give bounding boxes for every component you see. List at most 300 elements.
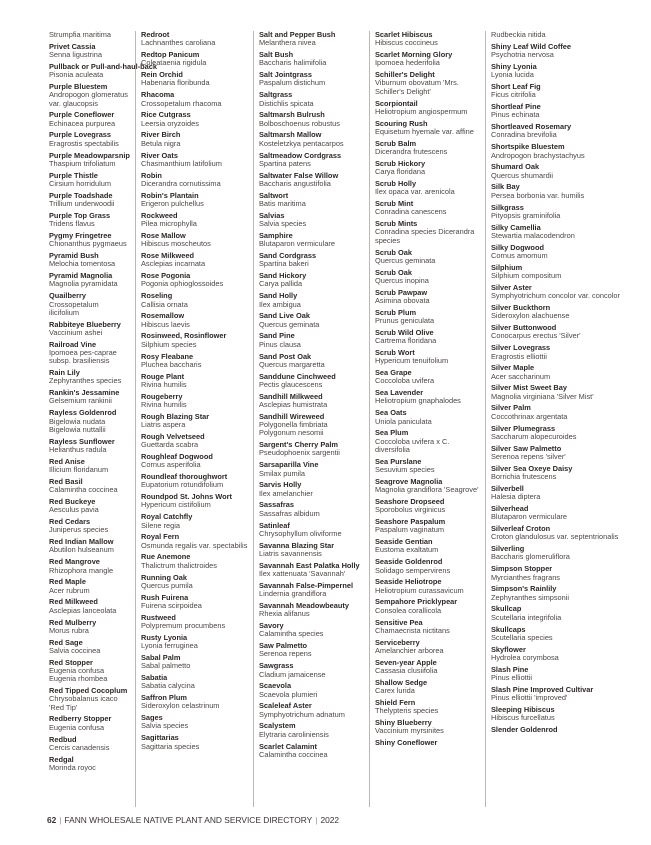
common-name: Rougeberry	[141, 391, 183, 401]
common-name: Silver Maple	[491, 363, 535, 373]
common-name: Robin's Plantain	[141, 190, 199, 200]
common-name: Redgal	[49, 754, 74, 764]
plant-entry	[491, 726, 623, 734]
plant-entry	[49, 292, 130, 317]
plant-entry	[49, 498, 130, 515]
common-name: Saltwort	[259, 190, 289, 200]
scientific-name: Quercus shumardii	[491, 170, 554, 180]
common-name: Seagrove Magnolia	[375, 476, 443, 486]
scientific-name: Aesculus pavia	[49, 505, 99, 515]
scientific-name: Magnolia grandiflora 'Seagrove'	[375, 485, 479, 495]
scientific-name: Andropogon brachystachyus	[491, 150, 585, 160]
common-name: Sabatia	[141, 673, 168, 682]
scientific-name: Pluchea baccharis	[141, 359, 202, 369]
scientific-name: Betula nigra	[141, 138, 181, 148]
plant-entry	[141, 353, 248, 370]
common-name: Shortleaved Rosemary	[491, 122, 572, 132]
scientific-name: Calamintha coccinea	[49, 485, 118, 495]
scientific-name: Dicerandra frutescens	[375, 147, 448, 157]
scientific-name: Silphium compositum	[491, 271, 562, 281]
common-name: Robin	[141, 170, 162, 180]
common-name: Scouring Rush	[375, 118, 428, 128]
plant-entry	[375, 719, 480, 736]
common-name: Silver Buttonwood	[491, 323, 557, 333]
common-name: Rush Fuirena	[141, 592, 189, 602]
scientific-name: Myrcianthes fragrans	[491, 572, 561, 582]
plant-entry	[259, 232, 364, 249]
scientific-name: Paspalum distichum	[259, 78, 326, 88]
plant-entry	[375, 249, 480, 266]
common-name: Roughleaf Dogwood	[141, 451, 213, 461]
plant-entry	[49, 438, 130, 455]
scientific-name: Spartina patens	[259, 158, 311, 168]
scientific-name: Asclepias humistrata	[259, 399, 328, 409]
plant-entry	[49, 172, 130, 189]
scientific-name: Smilax pumila	[259, 468, 306, 478]
plant-entry	[141, 574, 248, 591]
plant-entry	[375, 51, 480, 68]
scientific-name: Serenoa repens 'silver'	[491, 451, 566, 461]
plant-entry	[141, 232, 248, 249]
plant-entry	[491, 485, 623, 502]
plant-entry	[491, 445, 623, 462]
plant-entry	[375, 619, 480, 636]
common-name: Roundpod St. Johns Wort	[141, 492, 233, 502]
common-name: Schiller's Delight	[375, 70, 435, 80]
common-name: Pullback or Pull-and-haul-back	[49, 61, 158, 71]
scientific-name: Illicium floridanum	[49, 465, 109, 475]
common-name: Scaevola	[259, 681, 292, 691]
common-name: Red Mulberry	[49, 617, 97, 627]
plant-entry	[49, 409, 130, 434]
plant-entry	[49, 43, 130, 60]
plant-entry	[49, 389, 130, 406]
plant-entry	[141, 453, 248, 470]
plant-entry	[141, 674, 248, 691]
common-name: Salt Jointgrass	[259, 70, 312, 80]
plant-entry	[375, 498, 480, 515]
plant-entry	[141, 634, 248, 651]
scientific-name: Ilex amelanchier	[259, 488, 313, 498]
common-name: Saltmarsh Bulrush	[259, 110, 325, 120]
plant-entry	[141, 71, 248, 88]
common-name: Pygmy Fringetree	[49, 230, 112, 240]
common-name: Redtop Panicum	[141, 50, 200, 60]
common-name: Sanddune Cinchweed	[259, 371, 336, 381]
plant-entry	[259, 172, 364, 189]
scientific-name: Carex lurida	[375, 686, 415, 696]
plant-entry	[491, 43, 623, 60]
plant-entry	[491, 103, 623, 120]
scientific-name: Carya floridana	[375, 167, 426, 177]
plant-entry	[259, 292, 364, 309]
plant-entry	[49, 756, 130, 773]
scientific-name: Croton glandulosus var. septentrionalis	[491, 532, 619, 542]
common-name: Rhacoma	[141, 90, 175, 100]
scientific-name: Chionanthus pygmaeus	[49, 239, 127, 249]
common-name: Redroot	[141, 30, 170, 39]
plant-entry	[491, 525, 623, 542]
plant-entry	[259, 461, 364, 478]
common-name: Sarvis Holly	[259, 480, 302, 490]
plant-entry	[491, 324, 623, 341]
plant-entry	[259, 662, 364, 679]
plant-entry	[375, 429, 480, 454]
scientific-name: Chasmanthium latifolium	[141, 158, 222, 168]
plant-entry	[375, 369, 480, 386]
plant-entry	[141, 91, 248, 108]
common-name: Scrub Holly	[375, 178, 417, 188]
common-name: Skullcaps	[491, 624, 526, 634]
plant-entry	[491, 31, 623, 39]
plant-entry	[141, 373, 248, 390]
plant-entry	[491, 183, 623, 200]
scientific-name: Juniperus species	[49, 525, 109, 535]
common-name: Salvias	[259, 210, 285, 220]
common-name: Quailberry	[49, 291, 86, 301]
plant-entry	[491, 545, 623, 562]
scientific-name: Blutaparon vermiculare	[259, 239, 335, 249]
scientific-name: Sporobolus virginicus	[375, 505, 446, 515]
scientific-name: Thaspium trifoliatum	[49, 158, 116, 168]
plant-entry	[491, 204, 623, 221]
scientific-name: Coccoloba uvifera x C. diversifolia	[375, 436, 450, 454]
scientific-name: Rivina humilis	[141, 379, 187, 389]
plant-entry	[49, 152, 130, 169]
scientific-name: Trillium underwoodii	[49, 199, 115, 209]
plant-entry	[259, 31, 364, 48]
common-name: River Oats	[141, 150, 178, 160]
plant-entry	[259, 131, 364, 148]
plant-entry	[259, 562, 364, 579]
common-name: Rough Velvetseed	[141, 431, 205, 441]
scientific-name: Salvia coccinea	[49, 645, 101, 655]
common-name: Red Buckeye	[49, 496, 96, 506]
common-name: Red Anise	[49, 456, 85, 466]
scientific-name: Ipomoea pes-caprae subsp. brasiliensis	[49, 348, 117, 366]
column-5	[485, 31, 628, 807]
page-footer	[47, 815, 339, 825]
scientific-name: Ilex opaca var. arenicola	[375, 187, 455, 197]
scientific-name: Persea borbonia var. humilis	[491, 190, 585, 200]
common-name: Rouge Plant	[141, 371, 185, 381]
common-name: Scrub Oak	[375, 267, 412, 277]
scientific-name: Hibiscus furcellatus	[491, 713, 555, 723]
scientific-name: Lachnanthes caroliana	[141, 38, 216, 48]
common-name: Seaside Heliotrope	[375, 577, 442, 587]
plant-entry	[49, 369, 130, 386]
scientific-name: Salvia species	[259, 219, 307, 229]
plant-entry	[259, 743, 364, 760]
plant-entry	[375, 309, 480, 326]
plant-entry	[259, 51, 364, 68]
common-name: Silver Plumegrass	[491, 423, 556, 433]
scientific-name: Echinacea purpurea	[49, 118, 116, 128]
scientific-name: Helianthus radula	[49, 444, 107, 454]
common-name: Scalystem	[259, 721, 296, 731]
scientific-name: Pinus elliottii	[491, 673, 533, 682]
common-name: Seaside Goldenrod	[375, 557, 443, 567]
plant-entry	[375, 269, 480, 286]
common-name: Red Basil	[49, 476, 83, 486]
scientific-name: Eupatorium rotundifolium	[141, 480, 224, 490]
scientific-name: Melanthera nivea	[259, 38, 316, 48]
plant-entry	[259, 272, 364, 289]
scientific-name: Pisonia aculeata	[49, 70, 104, 80]
common-name: Satinleaf	[259, 520, 290, 530]
plant-entry	[259, 522, 364, 539]
scientific-name: Crossopetalum ilicifolium	[49, 299, 99, 317]
scientific-name: Borrichia frutescens	[491, 472, 557, 482]
scientific-name: Cladium jamaicense	[259, 669, 326, 679]
plant-entry	[491, 123, 623, 140]
common-name: Silphium	[491, 262, 523, 272]
scientific-name: Pinus elliottii 'improved'	[491, 693, 568, 703]
publication-year: 2022	[320, 815, 340, 825]
scientific-name: Asimina obovata	[375, 296, 430, 306]
scientific-name: Prunus geniculata	[375, 316, 435, 326]
scientific-name: Sabal palmetto	[141, 661, 191, 671]
scientific-name: Bigelowia nudata Bigelowia nuttallii	[49, 416, 106, 434]
common-name: Sensitive Pea	[375, 617, 423, 627]
plant-entry	[259, 501, 364, 518]
common-name: Sand Post Oak	[259, 351, 312, 361]
plant-entry	[141, 413, 248, 430]
plant-entry	[141, 513, 248, 530]
common-name: Rosy Fleabane	[141, 351, 194, 361]
scientific-name: Quercus margaretta	[259, 359, 325, 369]
plant-entry	[259, 441, 364, 458]
scientific-name: Abutilon hulseanum	[49, 545, 114, 555]
common-name: Shortleaf Pine	[491, 102, 541, 112]
common-name: Salt and Pepper Bush	[259, 30, 336, 39]
plant-entry	[141, 654, 248, 671]
common-name: Slash Pine Improved Cultivar	[491, 684, 594, 694]
plant-entry	[375, 200, 480, 217]
scientific-name: Serenoa repens	[259, 649, 312, 659]
scientific-name: Pilea microphylla	[141, 219, 197, 229]
plant-entry	[49, 232, 130, 249]
plant-entry	[491, 244, 623, 261]
scientific-name: Andropogon glomeratus var. glaucopsis	[49, 90, 128, 108]
scientific-name: Chrysobalanus icaco 'Red Tip'	[49, 694, 118, 712]
plant-entry	[141, 212, 248, 229]
scientific-name: Zephyranthes simpsonii	[491, 592, 570, 602]
plant-entry	[259, 682, 364, 699]
common-name: Railroad Vine	[49, 339, 97, 349]
common-name: Slender Goldenrod	[491, 724, 558, 734]
common-name: Sand Hickory	[259, 271, 307, 281]
scientific-name: Rhexia alifanus	[259, 609, 310, 619]
common-name: Rice Cutgrass	[141, 110, 191, 120]
plant-entry	[49, 715, 130, 732]
common-name: Silky Dogwood	[491, 242, 544, 252]
plant-entry	[141, 252, 248, 269]
common-name: Savannah False-Pimpernel	[259, 580, 354, 590]
plant-entry	[491, 605, 623, 622]
common-name: Roseling	[141, 291, 173, 301]
plant-entry	[141, 152, 248, 169]
scientific-name: Heliotropium curassavicum	[375, 585, 464, 595]
plant-entry	[491, 364, 623, 381]
scientific-name: Liatris aspera	[141, 420, 186, 430]
common-name: Sempahore Pricklypear	[375, 597, 458, 607]
common-name: Shiny Coneflower	[375, 738, 438, 748]
scientific-name: Magnolia virginiana 'Silver Mist'	[491, 391, 594, 401]
common-name: Simpson Stopper	[491, 564, 553, 574]
plant-entry	[141, 292, 248, 309]
plant-entry	[375, 220, 480, 245]
publication-title: FANN WHOLESALE NATIVE PLANT AND SERVICE DIRECTORY	[64, 815, 313, 825]
scientific-name: Calamintha species	[259, 629, 324, 639]
plant-entry	[141, 172, 248, 189]
plant-entry	[259, 252, 364, 269]
common-name: Rough Blazing Star	[141, 411, 210, 421]
plant-entry	[49, 478, 130, 495]
plant-entry	[49, 83, 130, 108]
common-name: Silverling	[491, 544, 525, 554]
plant-entry	[491, 224, 623, 241]
scientific-name: Cartrema floridana	[375, 336, 437, 346]
common-name: Seaside Gentian	[375, 537, 433, 547]
scientific-name: Hibiscus coccineus	[375, 38, 438, 48]
plant-entry	[375, 180, 480, 197]
common-name: Rosinweed, Rosinflower	[141, 331, 227, 341]
scientific-name: Fuirena scirpoidea	[141, 600, 202, 610]
common-name: Scrub Mint	[375, 199, 414, 209]
plant-entry	[491, 706, 623, 723]
scientific-name: Sideroxylon alachuense	[491, 311, 570, 321]
plant-entry	[375, 538, 480, 555]
plant-entry	[491, 585, 623, 602]
plant-entry	[259, 91, 364, 108]
common-name: Scrub Wild Olive	[375, 327, 434, 337]
plant-entry	[491, 384, 623, 401]
plant-entry	[491, 626, 623, 643]
scientific-name: Crossopetalum rhacoma	[141, 98, 222, 108]
scientific-name: Magnolia pyramidata	[49, 279, 118, 289]
plant-entry	[375, 518, 480, 535]
scientific-name: Cornus amomum	[491, 251, 548, 261]
common-name: Sagittarias	[141, 733, 179, 743]
common-name: Silver Saw Palmetto	[491, 443, 562, 453]
common-name: Sea Oats	[375, 408, 407, 418]
plant-entry	[259, 373, 364, 390]
scientific-name: Coccothrinax argentata	[491, 411, 568, 421]
scientific-name: Batis maritima	[259, 199, 306, 209]
scientific-name: Acer saccharinum	[491, 371, 551, 381]
plant-entry	[375, 160, 480, 177]
common-name: Rabbiteye Blueberry	[49, 319, 121, 329]
plant-entry	[491, 163, 623, 180]
plant-entry	[49, 341, 130, 366]
plant-entry	[491, 666, 623, 683]
common-name: Scorpiontail	[375, 98, 418, 108]
plant-entry	[141, 594, 248, 611]
scientific-name: Chrysophyllum oliviforme	[259, 528, 342, 538]
plant-entry	[491, 344, 623, 361]
common-name: Slash Pine	[491, 664, 529, 674]
plant-entry	[49, 272, 130, 289]
common-name: Sand Live Oak	[259, 311, 310, 321]
plant-entry	[491, 565, 623, 582]
common-name: Silkgrass	[491, 202, 524, 212]
common-name: Sandhill Milkweed	[259, 391, 323, 401]
plant-entry	[49, 639, 130, 656]
scientific-name: Kosteletzkya pentacarpos	[259, 138, 344, 148]
plant-entry	[49, 687, 130, 712]
scientific-name: Hypericum tenuifolium	[375, 356, 449, 366]
common-name: Seashore Dropseed	[375, 496, 445, 506]
scientific-name: Melochia tomentosa	[49, 259, 116, 269]
common-name: Sages	[141, 713, 163, 723]
common-name: Royal Fern	[141, 532, 180, 542]
scientific-name: Salvia species	[141, 721, 189, 731]
common-name: Rustweed	[141, 612, 176, 622]
scientific-name: Spartina bakeri	[259, 259, 309, 269]
scientific-name: Conradina species Dicerandra species	[375, 227, 475, 245]
scientific-name: Sagittaria species	[141, 741, 200, 751]
plant-entry	[259, 111, 364, 128]
scientific-name: Heliotropium angiospermum	[375, 106, 468, 116]
common-name: Purple Meadowparsnip	[49, 150, 130, 160]
common-name: Silky Camellia	[491, 222, 541, 232]
scientific-name: Pinus clausa	[259, 339, 301, 349]
plant-entry	[49, 598, 130, 615]
common-name: Pyramid Bush	[49, 251, 99, 261]
plant-entry	[259, 602, 364, 619]
plant-entry	[375, 659, 480, 676]
scientific-name: Ilex ambigua	[259, 299, 301, 309]
plant-entry	[375, 140, 480, 157]
scientific-name: Saccharum alopecuroides	[491, 431, 577, 441]
plant-entry	[491, 686, 623, 703]
common-name: Red Indian Mallow	[49, 537, 114, 547]
common-name: Silver Palm	[491, 403, 531, 413]
plant-entry	[141, 533, 248, 550]
common-name: Red Cedars	[49, 517, 91, 527]
scientific-name: Lyonia ferruginea	[141, 641, 198, 651]
plant-entry	[259, 353, 364, 370]
common-name: Redberry Stopper	[49, 714, 112, 724]
common-name: Sawgrass	[259, 661, 294, 671]
common-name: Roundleaf thoroughwort	[141, 472, 228, 482]
scientific-name: Psychotria nervosa	[491, 50, 554, 60]
common-name: Privet Cassia	[49, 41, 96, 51]
common-name: Rosemallow	[141, 311, 185, 321]
common-name: Shiny Leaf Wild Coffee	[491, 41, 572, 51]
common-name: Saffron Plum	[141, 693, 187, 703]
scientific-name: Stewartia malacodendron	[491, 230, 575, 240]
common-name: Red Maple	[49, 577, 86, 587]
directory-columns	[44, 31, 628, 807]
common-name: Scrub Plum	[375, 307, 417, 317]
plant-entry	[141, 393, 248, 410]
plant-entry	[375, 598, 480, 615]
plant-entry	[49, 111, 130, 128]
plant-entry	[259, 212, 364, 229]
plant-entry	[141, 131, 248, 148]
scientific-name: Pogonia ophioglossoides	[141, 279, 224, 289]
scientific-name: Rivina humilis	[141, 399, 187, 409]
common-name: River Birch	[141, 130, 181, 140]
common-name: Redbud	[49, 734, 77, 744]
plant-entry	[375, 458, 480, 475]
common-name: Serviceberry	[375, 637, 420, 647]
common-name: Red Milkweed	[49, 597, 98, 607]
plant-entry	[141, 553, 248, 570]
scientific-name: Baccharis glomeruliflora	[491, 552, 570, 562]
